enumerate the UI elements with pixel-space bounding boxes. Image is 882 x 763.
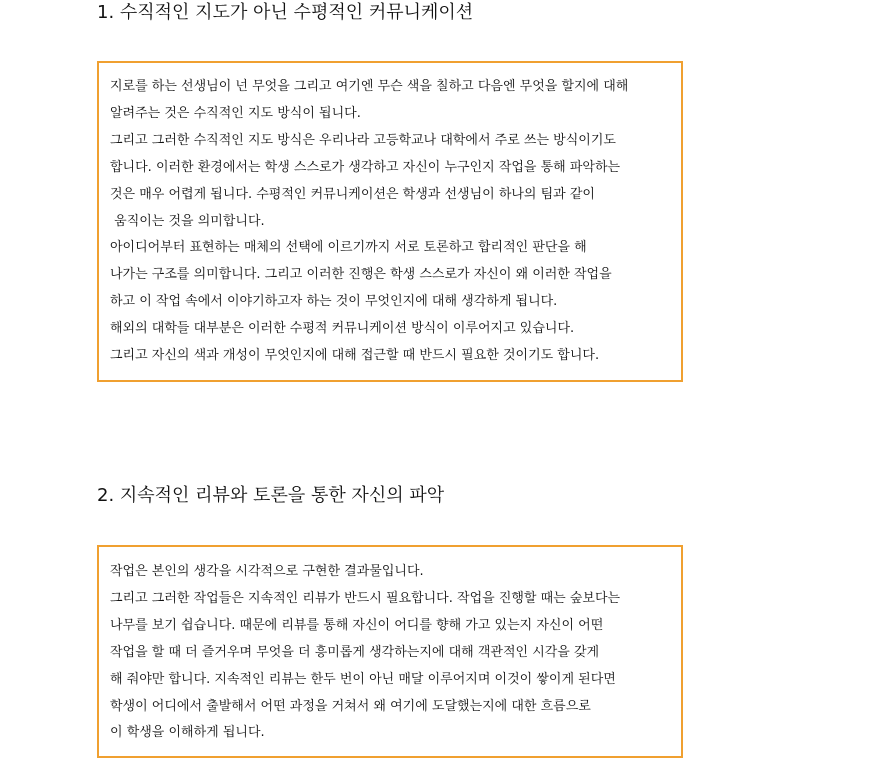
paragraph-line: 학생이 어디에서 출발해서 어떤 과정을 거쳐서 왜 여기에 도달했는지에 대한 흐름으로 bbox=[110, 698, 591, 714]
paragraph-line: 해 줘야만 합니다. 지속적인 리뷰는 한두 번이 아닌 매달 이루어지며 이것이 쌓이게 된다면 bbox=[110, 671, 616, 687]
paragraph-line: 아이디어부터 표현하는 매체의 선택에 이르기까지 서로 토론하고 합리적인 판단을 해 bbox=[110, 240, 587, 256]
section-title: 2. 지속적인 리뷰와 토론을 통한 자신의 파악 bbox=[97, 485, 445, 506]
paragraph-line: 그리고 자신의 색과 개성이 무엇인지에 대해 접근할 때 반드시 필요한 것이기도 합니다. bbox=[110, 348, 600, 364]
paragraph-line: 움직이는 것을 의미합니다. bbox=[110, 213, 265, 229]
content-box bbox=[97, 61, 683, 382]
paragraph-line: 나가는 구조를 의미합니다. 그리고 이러한 진행은 학생 스스로가 자신이 왜 이러한 작업을 bbox=[110, 267, 612, 283]
paragraph-line: 작업은 본인의 생각을 시각적으로 구현한 결과물입니다. bbox=[110, 564, 424, 579]
paragraph-line: 알려주는 것은 수직적인 지도 방식이 됩니다. bbox=[110, 105, 361, 121]
paragraph-line: 이 학생을 이해하게 됩니다. bbox=[110, 725, 265, 741]
paragraph-line: 작업을 할 때 더 즐거우며 무엇을 더 흥미롭게 생각하는지에 대해 객관적인 시각을 갖게 bbox=[110, 644, 600, 660]
paragraph-line: 하고 이 작업 속에서 이야기하고자 하는 것이 무엇인지에 대해 생각하게 됩니다. bbox=[110, 294, 558, 310]
paragraph-line: 합니다. 이러한 환경에서는 학생 스스로가 생각하고 자신이 누구인지 작업을 통해 파악하는 bbox=[110, 159, 621, 175]
section-title: 1. 수직적인 지도가 아닌 수평적인 커뮤니케이션 bbox=[97, 2, 474, 23]
paragraph-line: 것은 매우 어렵게 됩니다. 수평적인 커뮤니케이션은 학생과 선생님이 하나의 팀과 같이 bbox=[110, 186, 595, 202]
content-box bbox=[97, 545, 683, 758]
paragraph-line: 해외의 대학들 대부분은 이러한 수평적 커뮤니케이션 방식이 이루어지고 있습니다. bbox=[110, 321, 575, 337]
paragraph-line: 그리고 그러한 수직적인 지도 방식은 우리나라 고등학교나 대학에서 주로 쓰는 방식이기도 bbox=[110, 132, 616, 148]
paragraph-line: 지로를 하는 선생님이 넌 무엇을 그리고 여기엔 무슨 색을 칠하고 다음엔 무엇을 할지에 대해 bbox=[110, 79, 629, 94]
paragraph-line: 나무를 보기 쉽습니다. 때문에 리뷰를 통해 자신이 어디를 향해 가고 있는지 자신이 어떤 bbox=[110, 617, 604, 633]
paragraph-line: 그리고 그러한 작업들은 지속적인 리뷰가 반드시 필요합니다. 작업을 진행할 때는 숲보다는 bbox=[110, 590, 621, 606]
